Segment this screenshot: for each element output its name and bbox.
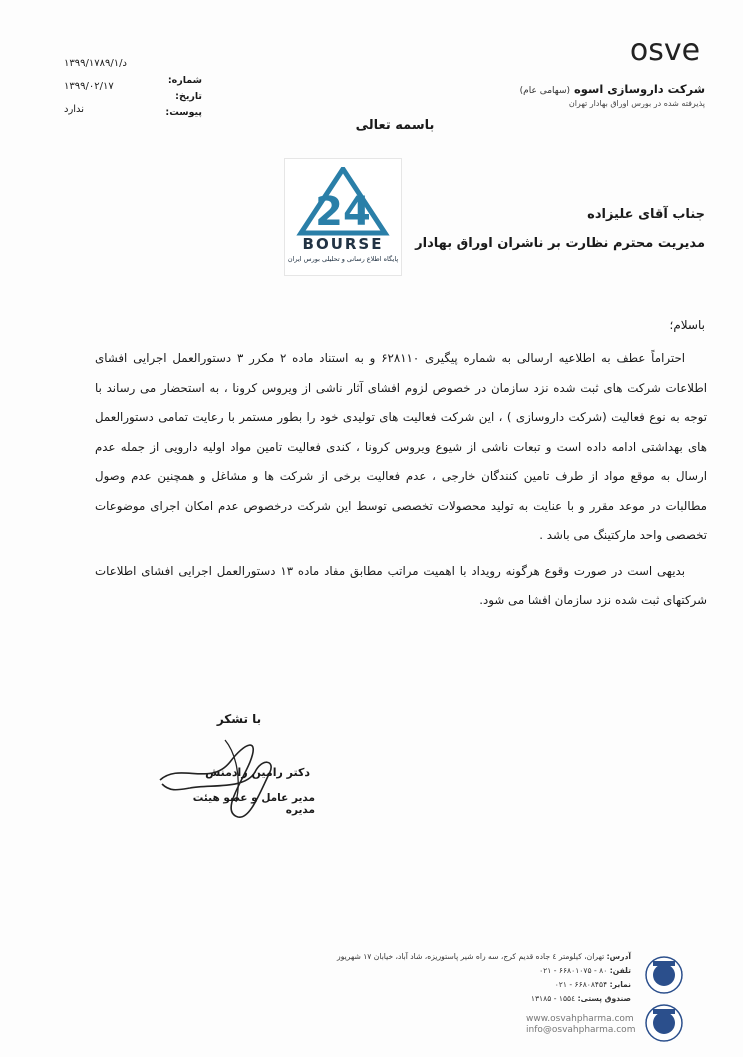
website-link[interactable]: www.osvahpharma.com — [526, 1014, 634, 1024]
recipient-title: مدیریت محترم نظارت بر ناشران اوراق بهادار — [415, 236, 705, 251]
letter-meta-values — [64, 52, 156, 121]
letter-meta-labels — [162, 73, 202, 121]
certification-seal-icon — [645, 956, 683, 994]
body-paragraph-1: احتراماً عطف به اطلاعیه ارسالی به شماره پیگیری ۶۲۸۱۱۰ و به استناد ماده ۲ مکرر ۳ دستورالعمل اجرایی افشای اطلاعات شرکت های ثبت شده نزد سازمان در خصوص لزوم افشای آثار ناشی از ویروس کرونا ، به استحضار می رساند با توجه به نوع فعالیت (شرکت داروسازی ) ، این شرکت فعالیت های تولیدی خود را بطور مستمر با رعایت تمامی دستورالعمل های بهداشتی ادامه داده است و تبعات ناشی از شیوع ویروس کرونا ، کندی فعالیت تامین مواد اولیه دارویی از جمله عدم ارسال به موقع مواد از طرف تامین کنندگان خارجی ، عدم فعالیت برخی از شرکت ها و مشاغل و همچنین عدم وصول مطالبات در موعد مقرر و با عنایت به تولید محصولات تخصصی توسط این شرکت درخصوص عدم امکان اجرای موضوعات تخصصی واحد مارکتینگ می باشد . — [95, 351, 707, 542]
company-name — [520, 82, 705, 96]
number-label: شماره: — [167, 75, 202, 86]
bourse-logo-icon — [295, 167, 391, 237]
closing: با تشکر — [216, 712, 262, 726]
letter-number: د/۱۳۹۹/۱۷۸۹/۱ — [64, 58, 127, 69]
bourse-tagline: پایگاه اطلاع رسانی و تحلیلی بورس ایران — [287, 255, 399, 263]
listed-line: پذیرفته شده در بورس اوراق بهادار تهران — [568, 99, 705, 108]
po-box-text: ۱۵۵٤ - ۱۳۱۸۵ — [530, 994, 576, 1003]
logo-text: osve — [629, 33, 701, 68]
footer-web — [526, 1014, 635, 1036]
letter-body — [95, 344, 707, 622]
company-name-text: شرکت داروسازی اسوه — [574, 82, 705, 96]
greeting: باسلام؛ — [669, 318, 705, 332]
bismillah: باسمه تعالی — [355, 118, 435, 133]
address-text: تهران، کیلومتر ٤ جاده قدیم کرج، سه راه شیر پاستوریزه، شاد آباد، خیابان ۱۷ شهریور — [337, 952, 605, 961]
company-type: (سهامی عام) — [519, 86, 570, 96]
bourse-word: BOURSE — [302, 235, 384, 253]
signer-name: دکتر رامین رادمنش — [205, 766, 310, 779]
phone-line: تلفن: ۸۰ - ۶۶۸۰۱۰۷۵ - ۰۲۱ — [539, 966, 631, 975]
letter-date: ۱۳۹۹/۰۲/۱۷ — [64, 81, 114, 92]
body-paragraph-2: بدیهی است در صورت وقوع هرگونه رویداد با اهمیت مراتب مطابق مفاد ماده ۱۳ دستورالعمل اجرایی افشای اطلاعات شرکتهای ثبت شده نزد سازمان افشا می شود. — [95, 563, 707, 607]
email-link[interactable]: info@osvahpharma.com — [526, 1025, 636, 1035]
recipient-name: جناب آقای علیزاده — [587, 207, 705, 222]
fax-line: نمابر: ۶۶۸۰۸۴۵۴ - ۰۲۱ — [554, 980, 631, 989]
date-label: تاریخ: — [175, 91, 202, 102]
certification-seal-icon-2 — [645, 1004, 683, 1042]
attachment-label: پیوست: — [165, 107, 202, 118]
phone-text: ۸۰ - ۶۶۸۰۱۰۷۵ - ۰۲۱ — [539, 966, 608, 975]
address-line: آدرس: تهران، کیلومتر ٤ جاده قدیم کرج، سه راه شیر پاستوریزه، شاد آباد، خیابان ۱۷ شهریور — [337, 952, 631, 961]
bourse-watermark — [284, 158, 402, 276]
po-box-line: صندوق پستی: ۱۵۵٤ - ۱۳۱۸۵ — [530, 994, 631, 1003]
fax-text: ۶۶۸۰۸۴۵۴ - ۰۲۱ — [554, 980, 608, 989]
company-logo — [625, 32, 705, 68]
signer-title: مدیر عامل و عضو هیئت مدیره — [192, 792, 315, 816]
attachment-value: ندارد — [64, 104, 85, 115]
footer-contact — [191, 950, 631, 1006]
svg-text:24: 24 — [315, 189, 371, 235]
